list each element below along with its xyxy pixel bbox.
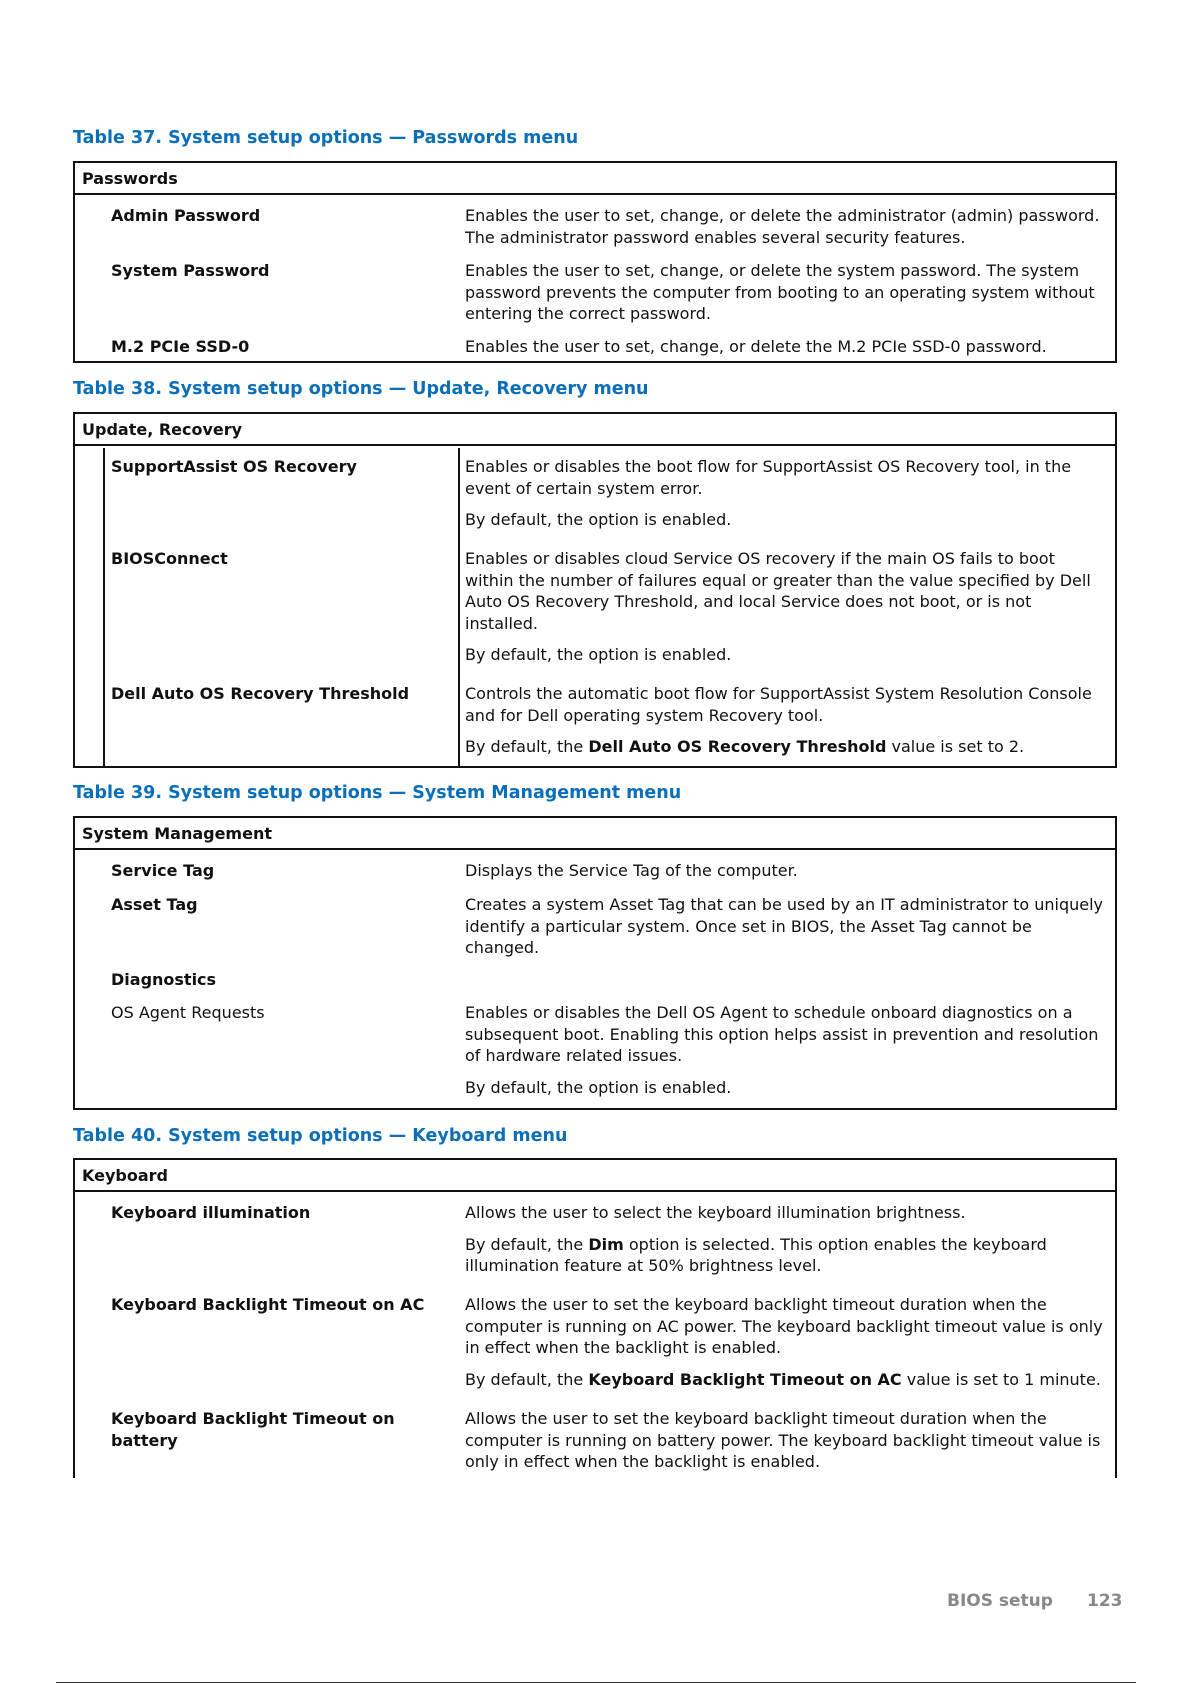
option-label: OS Agent Requests (111, 1003, 265, 1022)
option-description: Creates a system Asset Tag that can be used by an IT administrator to uniquely identify a particular system. Once set in BIOS, the Asset Tag cannot be changed. (465, 895, 1103, 957)
option-description: Controls the automatic boot flow for SupportAssist System Resolution Console and for Dell operating system Recovery tool. By default, the Dell Auto OS Recovery Threshold value is set to 2. (465, 684, 1092, 756)
table-body (75, 448, 1115, 766)
option-description: Enables the user to set, change, or delete the system password. The system password prevents the computer from booting to an operating system without entering the correct password. (465, 261, 1095, 323)
option-label: Keyboard illumination (111, 1203, 311, 1222)
option-label: Admin Password (111, 206, 261, 225)
column-divider (103, 448, 105, 766)
table-38-update-recovery (73, 412, 1117, 768)
page-bottom-rule (56, 1682, 1136, 1683)
option-description: Enables or disables cloud Service OS recovery if the main OS fails to boot within the number of failures equal or greater than the value specified by Dell Auto OS Recovery Threshold, and local Service does not boot, or is not installed. By default, the option is enabled. (465, 549, 1091, 664)
footer-section-name: BIOS setup (947, 1591, 1053, 1611)
table-header: System Management (75, 818, 1115, 850)
option-description: Enables the user to set, change, or delete the M.2 PCIe SSD-0 password. (465, 337, 1047, 356)
table-39-system-management (73, 816, 1117, 1110)
option-label: SupportAssist OS Recovery (111, 457, 357, 476)
table-37-caption: Table 37. System setup options — Passwords menu (73, 128, 579, 148)
table-37-passwords (73, 161, 1117, 363)
option-label: Dell Auto OS Recovery Threshold (111, 684, 410, 703)
option-description: Enables or disables the Dell OS Agent to schedule onboard diagnostics on a subsequent boot. Enabling this option helps assist in prevention and resolution of hardware related issues. By default, the option is enabled. (465, 1003, 1099, 1097)
table-40-keyboard (73, 1158, 1117, 1478)
footer-page-number: 123 (1087, 1591, 1123, 1611)
option-label: Keyboard Backlight Timeout on battery (111, 1409, 395, 1450)
option-label: Diagnostics (111, 970, 217, 989)
column-divider (458, 448, 460, 766)
table-header: Keyboard (75, 1160, 1115, 1192)
table-39-caption: Table 39. System setup options — System Management menu (73, 783, 682, 803)
option-description: Displays the Service Tag of the computer. (465, 861, 798, 880)
option-description: Enables or disables the boot flow for SupportAssist OS Recovery tool, in the event of certain system error. By default, the option is enabled. (465, 457, 1072, 529)
table-header: Update, Recovery (75, 414, 1115, 446)
table-header: Passwords (75, 163, 1115, 195)
option-label: M.2 PCIe SSD-0 (111, 337, 250, 356)
option-description: Allows the user to set the keyboard backlight timeout duration when the computer is running on battery power. The keyboard backlight timeout value is only in effect when the backlight is enabled. (465, 1409, 1101, 1471)
option-description: Allows the user to select the keyboard illumination brightness. By default, the Dim option is selected. This option enables the keyboard illumination feature at 50% brightness level. (465, 1203, 1047, 1275)
option-description: Allows the user to set the keyboard backlight timeout duration when the computer is running on AC power. The keyboard backlight timeout value is only in effect when the backlight is enabled. By default, the Keyboard Backlight Timeout on AC value is set to 1 minute. (465, 1295, 1103, 1389)
option-label: Keyboard Backlight Timeout on AC (111, 1295, 425, 1314)
table-40-caption: Table 40. System setup options — Keyboard menu (73, 1126, 568, 1146)
option-label: System Password (111, 261, 270, 280)
option-label: BIOSConnect (111, 549, 228, 568)
option-description: Enables the user to set, change, or delete the administrator (admin) password. The administrator password enables several security features. (465, 206, 1100, 247)
table-38-caption: Table 38. System setup options — Update, Recovery menu (73, 379, 649, 399)
option-label: Asset Tag (111, 895, 198, 914)
option-label: Service Tag (111, 861, 215, 880)
